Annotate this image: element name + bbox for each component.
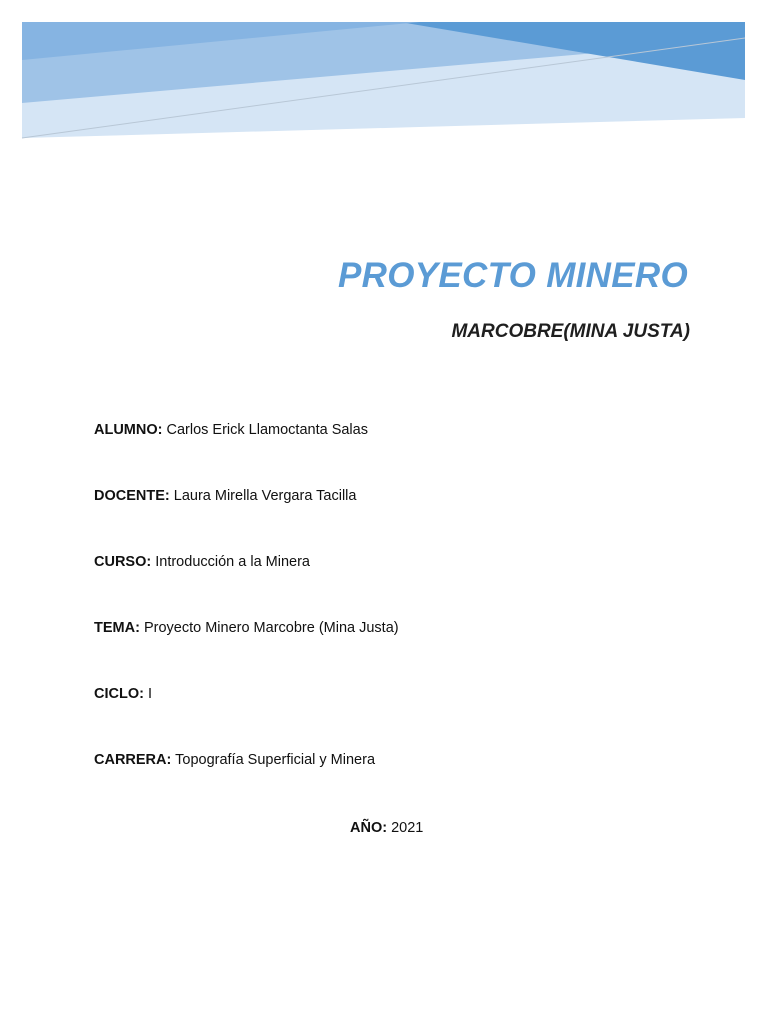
header-banner (0, 0, 768, 150)
field-curso (94, 552, 694, 618)
field-value: Proyecto Minero Marcobre (Mina Justa) (143, 620, 399, 636)
field-ciclo (94, 684, 694, 750)
field-label: CURSO: (94, 554, 152, 570)
field-label: DOCENTE: (94, 488, 170, 504)
field-year (350, 818, 423, 838)
field-label: CARRERA: (94, 752, 172, 768)
field-label: ALUMNO: (94, 422, 163, 438)
field-label: CICLO: (94, 686, 144, 702)
field-value: Laura Mirella Vergara Tacilla (173, 488, 357, 504)
year-label: AÑO: (350, 820, 388, 836)
year-value: 2021 (391, 820, 424, 836)
info-fields (94, 420, 694, 816)
field-alumno (94, 420, 694, 486)
document-subtitle: MARCOBRE(MINA JUSTA) (451, 321, 690, 342)
field-value: Introducción a la Minera (155, 554, 310, 570)
document-title: PROYECTO MINERO (337, 256, 688, 295)
field-carrera (94, 750, 694, 816)
field-value: Carlos Erick Llamoctanta Salas (166, 422, 368, 438)
field-label: TEMA: (94, 620, 140, 636)
field-value: I (147, 686, 152, 702)
field-tema (94, 618, 694, 684)
field-docente (94, 486, 694, 552)
field-value: Topografía Superficial y Minera (175, 752, 376, 768)
